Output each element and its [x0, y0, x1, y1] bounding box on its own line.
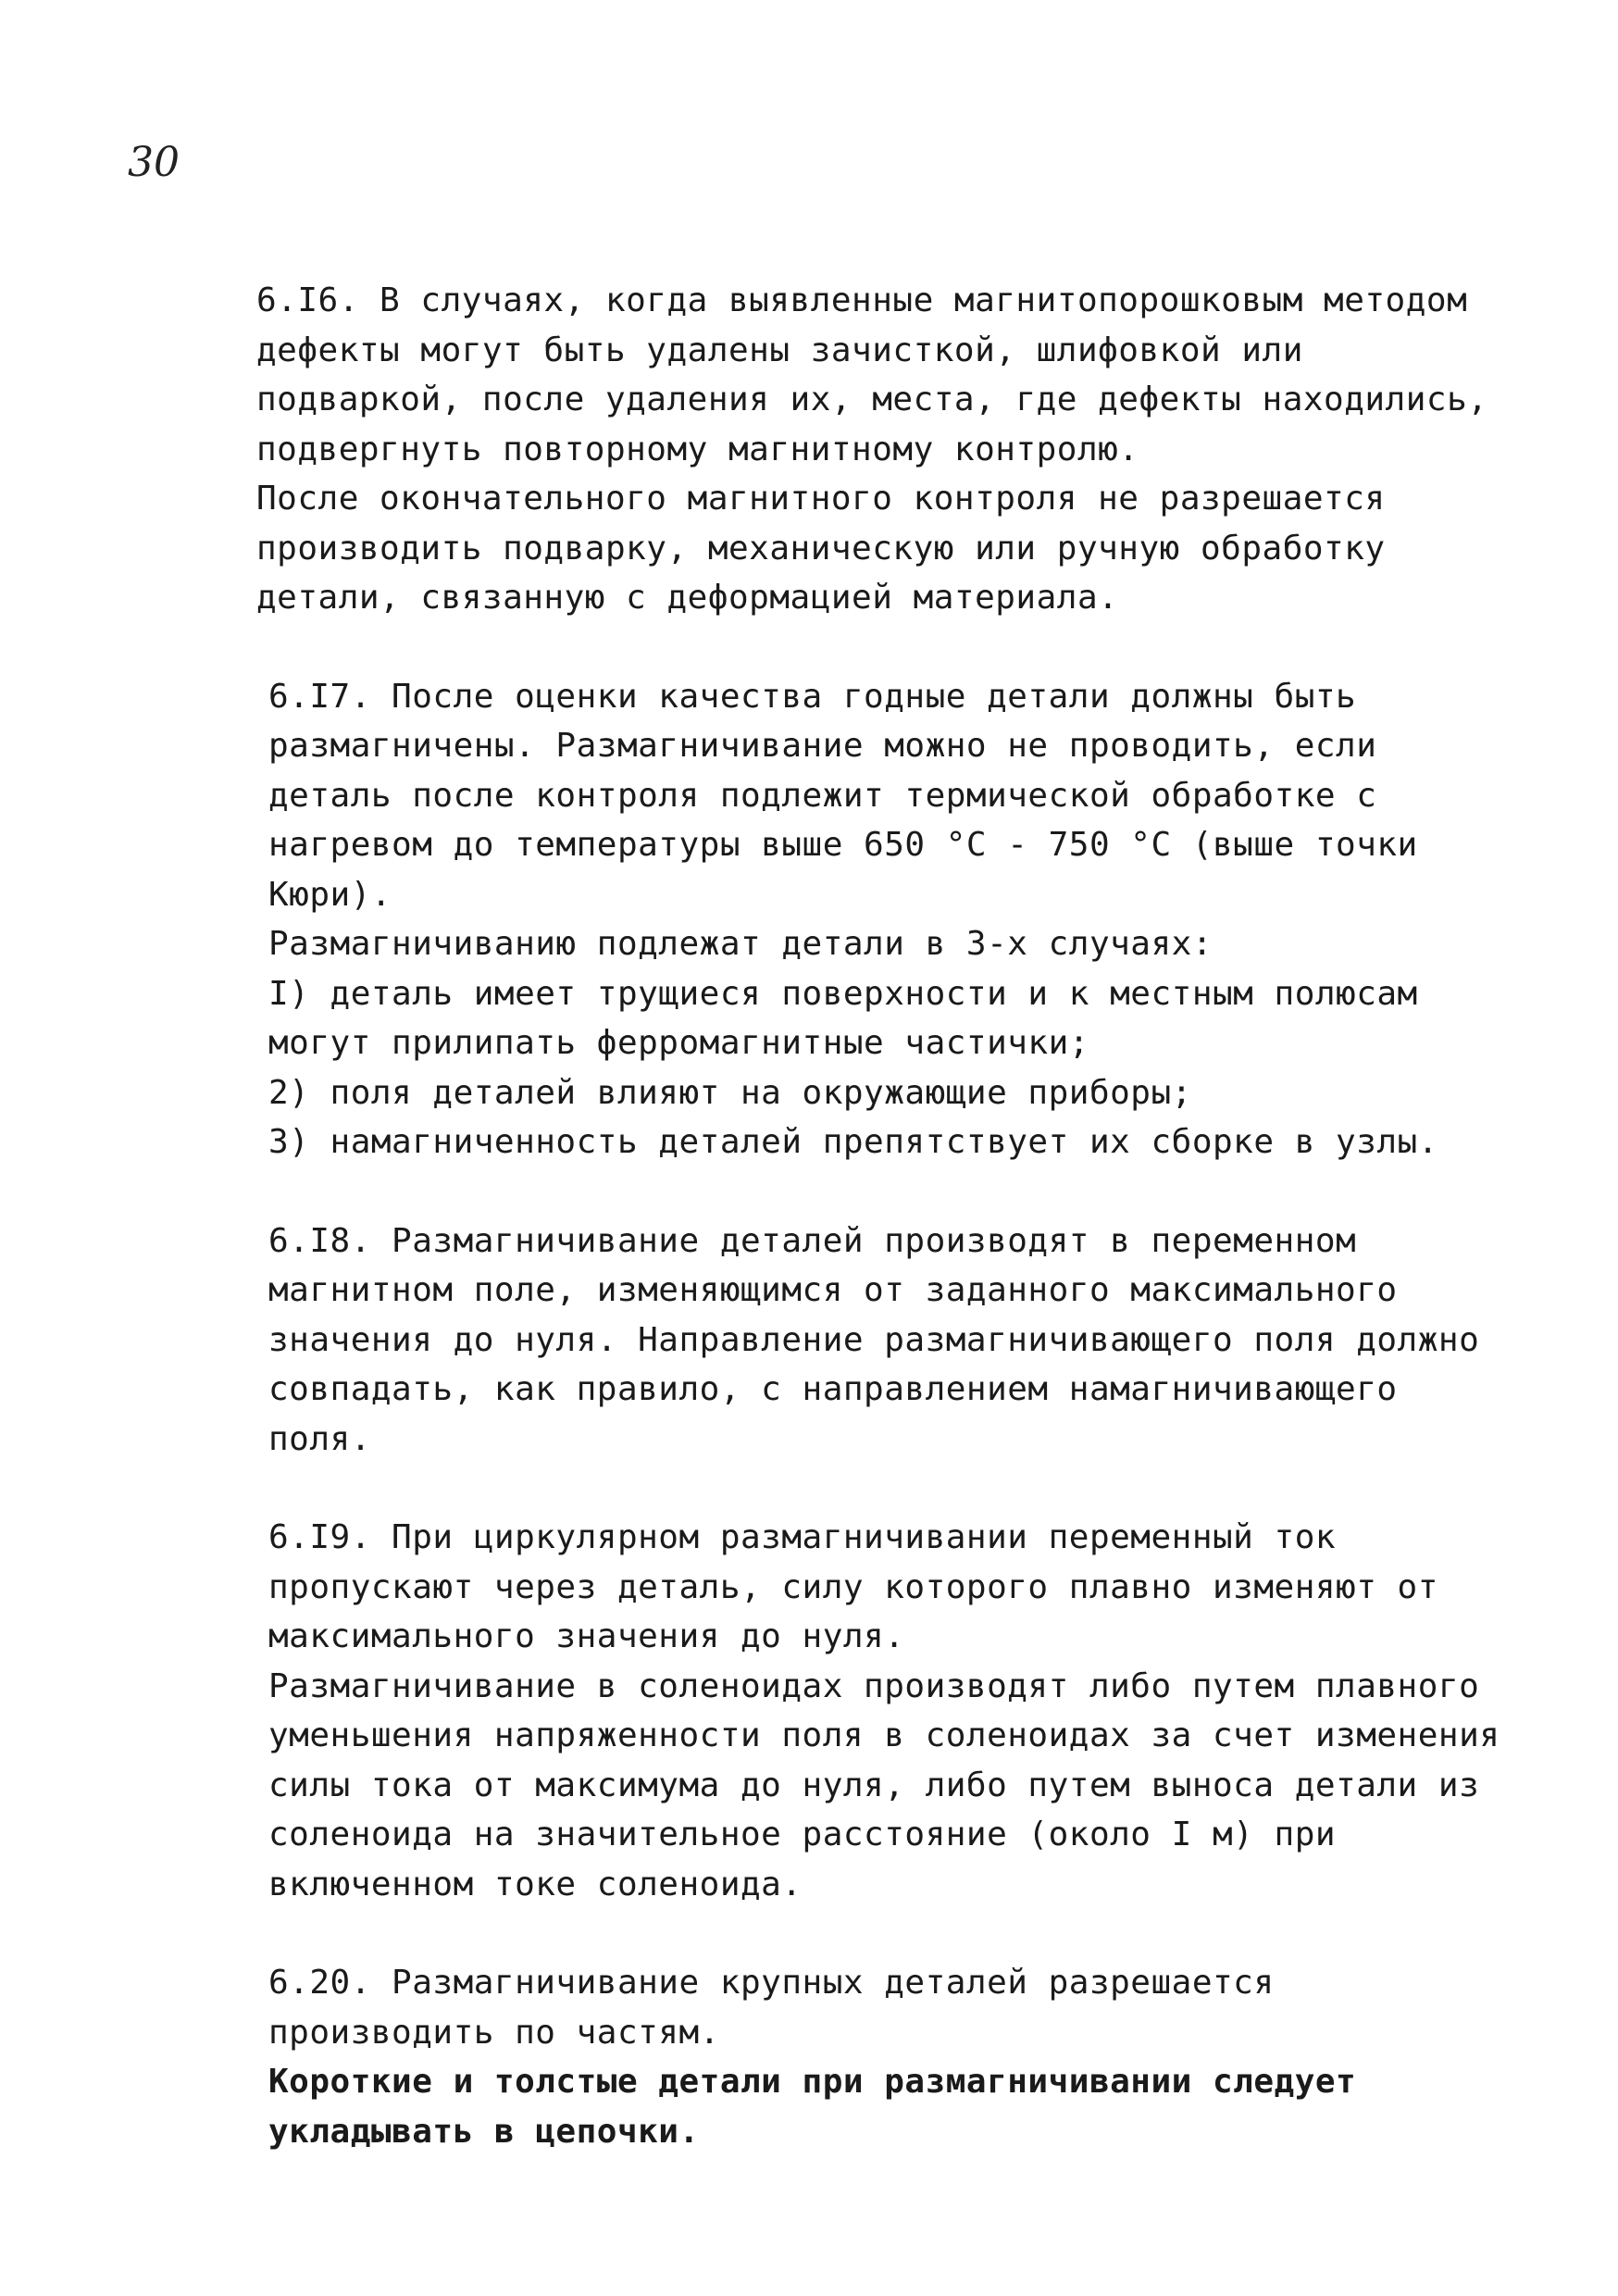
- page-number: 30: [128, 139, 180, 186]
- paragraph-6-17: 6.I7. После оценки качества годные детали должны быть размагничены. Размагничивание можно не проводить, если деталь после контроля подлежит термической обработке с нагревом до температуры выше 650 °С - 750 °С (выше точки Кюри).: [268, 677, 1438, 914]
- document-body: [159, 276, 1521, 2156]
- paragraph-6-16: 6.I6. В случаях, когда выявленные магнитопорошковым методом дефекты могут быть удалены зачисткой, шлифовкой или подваркой, после удаления их, места, где дефекты находились, подвергнуть повторному магнитному контролю.: [256, 281, 1509, 468]
- paragraph-6-17-cases-intro: Размагничиванию подлежат детали в 3-х случаях:: [268, 925, 1213, 963]
- paragraph-6-20: 6.20. Размагничивание крупных деталей разрешается производить по частям.: [268, 1964, 1295, 2052]
- list-item-case-2: 2) поля деталей влияют на окружающие приборы;: [268, 1073, 1192, 1112]
- list-item-case-1: I) деталь имеет трущиеся поверхности и к местным полюсам могут прилипать ферромагнитные частички;: [268, 974, 1438, 1062]
- paragraph-6-19: 6.I9. При циркулярном размагничивании переменный ток пропускают через деталь, силу которого плавно изменяют от максимального значения до нуля.: [268, 1518, 1460, 1655]
- paragraph-6-20-chain: Короткие и толстые детали при размагничивании следует укладывать в цепочки.: [268, 2063, 1377, 2151]
- paragraph-6-18: 6.I8. Размагничивание деталей производят в переменном магнитном поле, изменяющимся от заданного максимального значения до нуля. Направление размагничивающего поля должно совпадать, как правило, с направлением намагничивающего поля.: [268, 1221, 1500, 1458]
- list-item-case-3: 3) намагниченность деталей препятствует их сборке в узлы.: [268, 1123, 1438, 1161]
- paragraph-6-19-solenoid: Размагничивание в соленоидах производят либо путем плавного уменьшения напряженности поля в соленоидах за счет изменения силы тока от максимума до нуля, либо путем выноса детали из соленоида на значительное расстояние (около I м) при включенном токе соленоида.: [268, 1666, 1521, 1903]
- paragraph-6-16-continuation: После окончательного магнитного контроля не разрешается производить подварку, механическую или ручную обработку детали, связанную с деформацией материала.: [256, 480, 1406, 617]
